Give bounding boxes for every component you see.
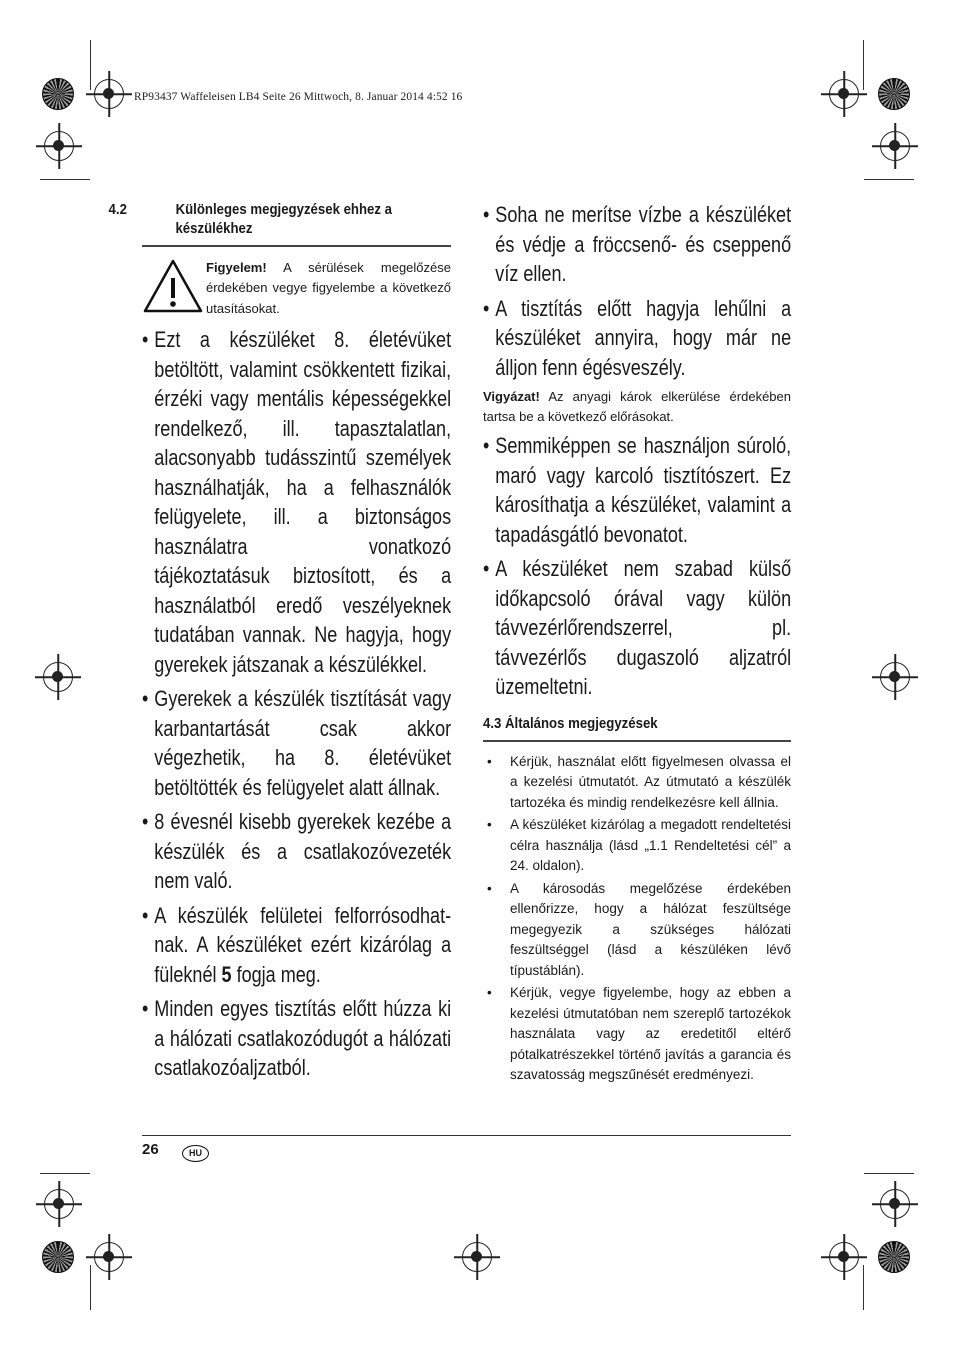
registration-mark-icon [829,1242,859,1272]
registration-mark-icon [94,1242,124,1272]
list-item: • Gyerekek a készülék tisztítását vagy karbantartását csak akkor végezhetik, ha 8. életévüket betöltötték és felügyelet alatt állnak. [142,684,451,802]
warning-label: Figyelem! [206,260,267,275]
registration-mark-icon [94,79,124,109]
right-column [483,200,791,1088]
list-item: • A tisztítás előtt hagyja lehűlni a készüléket annyira, hogy már ne álljon fenn égésveszély. [483,294,791,383]
general-notes-list [483,752,791,1086]
registration-mark-icon [880,662,910,692]
section-rule [483,740,791,742]
handle-reference-number: 5 [221,961,232,987]
trim-line [863,1265,864,1310]
registration-mark-icon [44,1189,74,1219]
trim-line [40,179,90,180]
language-badge: HU [182,1145,209,1162]
trim-line [40,1173,90,1174]
list-item: • A károsodás megelőzése érdekében ellenőrizze, hogy a hálózat feszültsége megegyezik a szükséges hálózati feszültséggel (lásd a készüléken lévő típustáblán). [483,879,791,982]
trim-line [864,179,914,180]
caution-bullet-list [483,431,791,702]
color-rosette-icon [878,1241,910,1273]
safety-bullet-list [142,325,451,1083]
section-rule [142,245,451,247]
list-item: • Soha ne merítse vízbe a készüléket és védje a fröccsenő- és cseppenő víz ellen. [483,200,791,289]
registration-mark-icon [44,131,74,161]
registration-mark-icon [880,1189,910,1219]
list-item: • Semmiképpen se használjon súroló, maró vagy karcoló tisztítószert. Ez károsíthatja a készüléket, valamint a tapadásgátló bevonatot. [483,431,791,549]
section-heading-4-2: 4.2 Különleges megjegyzések ehhez a készülékhez [108,201,393,237]
footer-rule [142,1135,791,1136]
trim-line [863,40,864,90]
left-column [108,200,452,1088]
registration-mark-icon [43,662,73,692]
warning-text: Figyelem! A sérülések megelőzése érdekében vegye figyelembe a következő utasításokat. [206,260,451,316]
trim-line [90,1265,91,1310]
trim-line [90,40,91,90]
registration-mark-icon [829,79,859,109]
trim-line [864,1173,914,1174]
print-header: RP93437 Waffeleisen LB4 Seite 26 Mittwoch, 8. Januar 2014 4:52 16 [134,91,463,103]
list-item: • A készülék felületei felforrósodhat-nak. A készüléket ezért kizárólag a füleknél 5 fogja meg. [142,901,451,990]
registration-mark-icon [880,131,910,161]
caution-note: Vigyázat! Az anyagi károk elkerülése érdekében tartsa be a következő előrásokat. [483,389,791,424]
color-rosette-icon [42,78,74,110]
warning-triangle-icon [142,258,206,319]
cleaning-bullet-list [483,200,791,382]
page-number: 26 [142,1141,159,1158]
caution-label: Vigyázat! [483,389,540,404]
list-item: • 8 évesnél kisebb gyerekek kezébe a készülék és a csatlakozóvezeték nem való. [142,807,451,896]
color-rosette-icon [42,1241,74,1273]
list-item: • Kérjük, használat előtt figyelmesen olvassa el a kezelési útmutatót. Az útmutató a készülék tartozéka és mindig rendelkezésre kell állnia. [483,752,791,814]
list-item: • Kérjük, vegye figyelembe, hogy az ebben a kezelési útmutatóban nem szereplő tartozékok használata vagy az eredetitől eltérő pótalkatrészekkel történő javítás a garancia és szavatosság megszűnését eredményezi. [483,983,791,1086]
warning-box [142,258,451,319]
registration-mark-icon [462,1242,492,1272]
list-item: • Minden egyes tisztítás előtt húzza ki a hálózati csatlakozódugót a hálózati csatlakozóaljzatból. [142,994,451,1083]
list-item: • A készüléket nem szabad külső időkapcsoló órával vagy külön távvezérlőrendszerrel, pl. távvezérlős dugaszoló aljzatról üzemeltetni. [483,554,791,702]
color-rosette-icon [878,78,910,110]
section-heading-4-3: 4.3 Általános megjegyzések [483,714,658,732]
list-item: • A készüléket kizárólag a megadott rendeltetési célra használja (lásd „1.1 Rendeltetési cél” a 24. oldalon). [483,815,791,877]
list-item: • Ezt a készüléket 8. életévüket betöltött, valamint csökkentett fizikai, érzéki vagy mentális képességekkel rendelkező, ill. tapasztalatlan, alacsonyabb tudásszintű személyek használhatják, ha a felhasználók felügyelete, ill. a biztonságos használatra vonatkozó tájékoztatásuk biztosított, és a használatból eredő veszélyeknek tudatában vannak. Ne hagyja, hogy gyerekek játszanak a készülékkel. [142,325,451,679]
